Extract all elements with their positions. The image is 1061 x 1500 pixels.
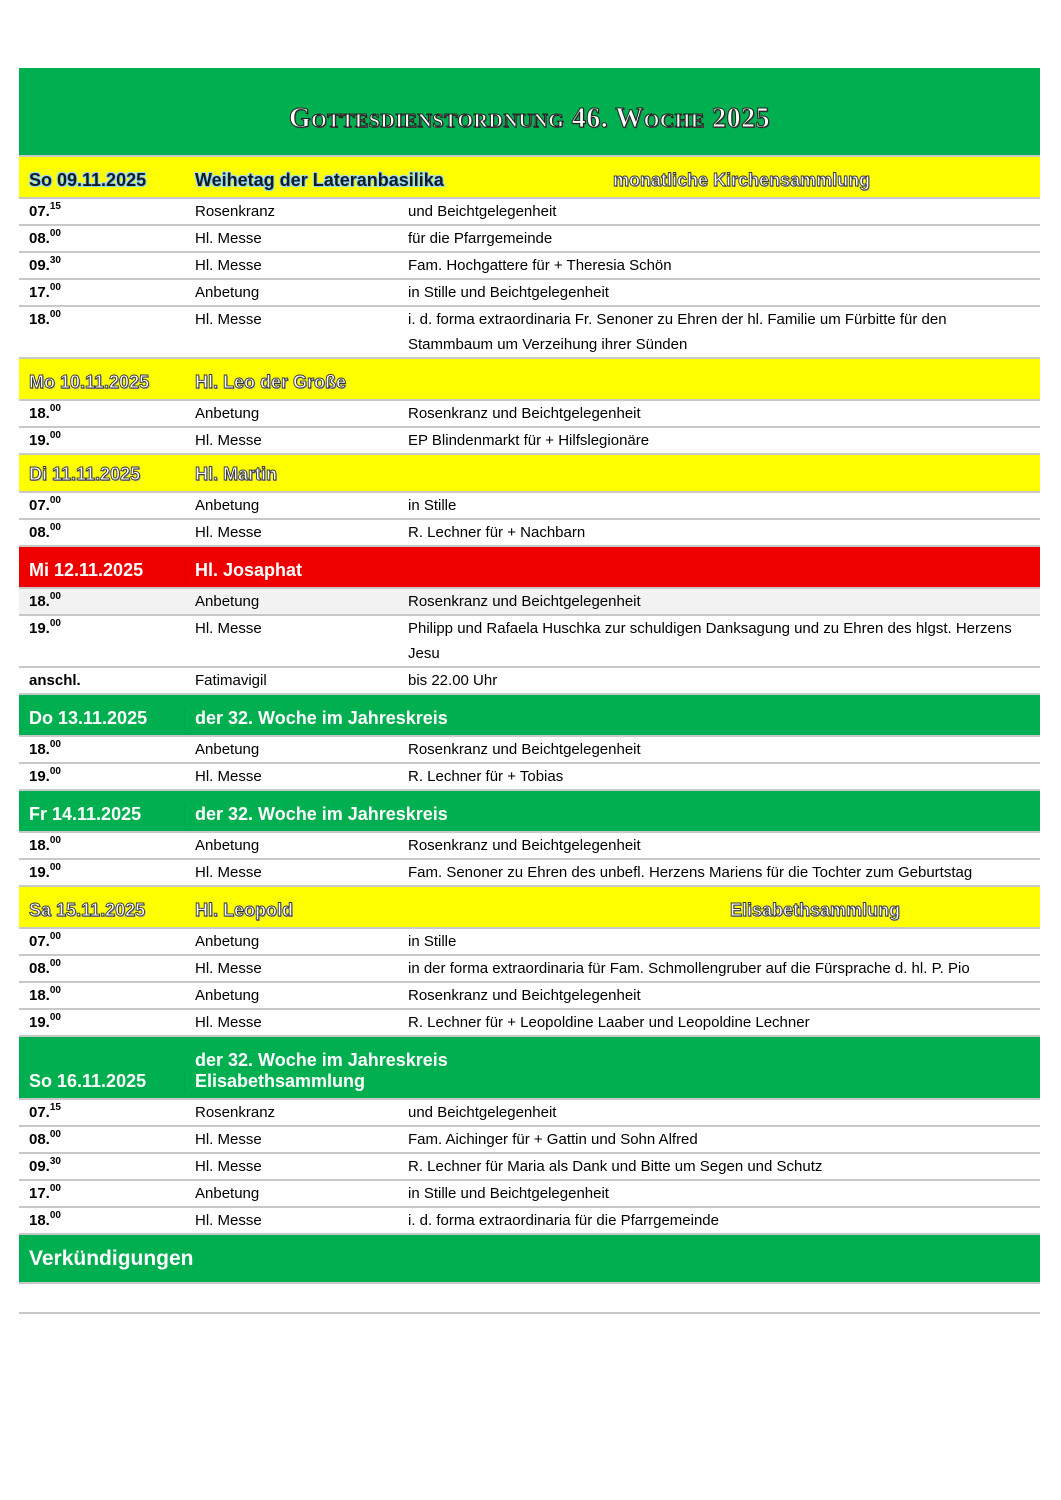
service-time-hour: 17. <box>29 284 50 301</box>
service-type: Anbetung <box>195 987 260 1004</box>
service-time-hour: 07. <box>29 933 50 950</box>
service-intention: in Stille und Beichtgelegenheit <box>408 1185 609 1202</box>
service-time-minutes: 00 <box>49 495 61 506</box>
day-header <box>19 455 1040 493</box>
day-feast: der 32. Woche im Jahreskreis <box>195 1050 448 1070</box>
service-type: Hl. Messe <box>195 960 262 977</box>
service-time <box>19 589 195 614</box>
title-bar <box>19 68 1040 157</box>
day-collection-note: monatliche Kirchensammlung <box>613 170 871 190</box>
service-time-hour: 08. <box>29 960 50 977</box>
service-time-minutes: 00 <box>49 835 61 846</box>
service-type: Anbetung <box>195 405 260 422</box>
service-intention: für die Pfarrgemeinde <box>408 230 553 247</box>
service-intention: Fam. Aichinger für + Gattin und Sohn Alfred <box>408 1131 698 1148</box>
day-feast: der 32. Woche im Jahreskreis <box>195 708 448 728</box>
service-time <box>19 1181 195 1206</box>
day-feast: Hl. Leo der Große <box>195 372 347 392</box>
service-time-minutes: 00 <box>49 591 61 602</box>
service-intention: R. Lechner für + Leopoldine Laaber und Leopoldine Lechner <box>408 1014 810 1031</box>
service-time-hour: 08. <box>29 1131 50 1148</box>
service-time <box>19 1154 195 1179</box>
service-type: Hl. Messe <box>195 257 262 274</box>
service-row <box>19 253 1040 280</box>
service-time-minutes: 15 <box>49 1102 61 1113</box>
service-time <box>19 280 195 305</box>
service-intention: Philipp und Rafaela Huschka zur schuldigen Danksagung und zu Ehren des hlgst. Herzens Jesu <box>408 620 1012 662</box>
service-type: Anbetung <box>195 284 260 301</box>
announcements-body <box>19 1284 1040 1314</box>
service-time <box>19 616 195 666</box>
service-time-hour: 19. <box>29 1014 50 1031</box>
service-time-hour: 08. <box>29 524 50 541</box>
announcements-header <box>19 1235 1040 1284</box>
service-row <box>19 616 1040 668</box>
day-date: Mi 12.11.2025 <box>29 560 144 580</box>
service-row <box>19 1010 1040 1037</box>
day-header <box>19 887 1040 929</box>
day-date: So 16.11.2025 <box>29 1071 147 1091</box>
service-type: Anbetung <box>195 933 260 950</box>
service-row <box>19 199 1040 226</box>
service-time <box>19 1208 195 1233</box>
service-time-hour: 17. <box>29 1185 50 1202</box>
service-time <box>19 737 195 762</box>
service-time-hour: 07. <box>29 1104 50 1121</box>
service-time-minutes: 00 <box>49 430 61 441</box>
service-time-minutes: 00 <box>49 403 61 414</box>
service-time <box>19 764 195 789</box>
day-header <box>19 1037 1040 1100</box>
service-row <box>19 226 1040 253</box>
service-time-hour: 18. <box>29 837 50 854</box>
service-row <box>19 493 1040 520</box>
service-time-minutes: 00 <box>49 618 61 629</box>
page-title: Gottesdienstordnung 46. Woche 2025 <box>288 102 771 134</box>
service-row <box>19 428 1040 455</box>
service-intention: Rosenkranz und Beichtgelegenheit <box>408 741 641 758</box>
service-time-minutes: 00 <box>49 739 61 750</box>
service-time-minutes: 30 <box>49 1156 61 1167</box>
service-row <box>19 520 1040 547</box>
service-time <box>19 307 195 357</box>
day-header <box>19 791 1040 833</box>
service-row <box>19 589 1040 616</box>
service-intention: i. d. forma extraordinaria Fr. Senoner zu Ehren der hl. Familie um Fürbitte für den Stammbaum um Verzeihung ihrer Sünden <box>408 311 947 353</box>
service-intention: Fam. Senoner zu Ehren des unbefl. Herzens Mariens für die Tochter zum Geburtstag <box>408 864 973 881</box>
service-intention: bis 22.00 Uhr <box>408 672 498 689</box>
day-header <box>19 547 1040 589</box>
day-date: Mo 10.11.2025 <box>29 372 150 392</box>
service-time <box>19 1010 195 1035</box>
service-time-hour: 18. <box>29 1212 50 1229</box>
service-intention: und Beichtgelegenheit <box>408 203 557 220</box>
service-time-hour: 18. <box>29 311 50 328</box>
service-time-hour: 19. <box>29 432 50 449</box>
service-intention: Rosenkranz und Beichtgelegenheit <box>408 987 641 1004</box>
service-type: Fatimavigil <box>195 672 267 689</box>
service-type: Hl. Messe <box>195 524 262 541</box>
service-row <box>19 668 1040 695</box>
service-time <box>19 983 195 1008</box>
service-time-minutes: 00 <box>49 1210 61 1221</box>
service-time-hour: 19. <box>29 620 50 637</box>
service-time <box>19 401 195 426</box>
service-time <box>19 668 195 693</box>
service-time-minutes: 00 <box>49 228 61 239</box>
service-row <box>19 737 1040 764</box>
service-type: Hl. Messe <box>195 230 262 247</box>
service-time-minutes: 00 <box>49 1183 61 1194</box>
service-row <box>19 1154 1040 1181</box>
service-type: Hl. Messe <box>195 1014 262 1031</box>
service-row <box>19 401 1040 428</box>
day-feast: Weihetag der Lateranbasilika <box>195 170 444 190</box>
service-intention: und Beichtgelegenheit <box>408 1104 557 1121</box>
service-intention: in der forma extraordinaria für Fam. Schmollengruber auf die Fürsprache d. hl. P. Pio <box>408 960 970 977</box>
service-time-minutes: 00 <box>49 931 61 942</box>
day-collection-note: Elisabethsammlung <box>730 900 901 920</box>
service-time-hour: 18. <box>29 593 50 610</box>
service-row <box>19 280 1040 307</box>
service-time-hour: 18. <box>29 987 50 1004</box>
service-time-minutes: 15 <box>49 201 61 212</box>
service-type: Anbetung <box>195 741 260 758</box>
service-time <box>19 199 195 224</box>
service-intention: Rosenkranz und Beichtgelegenheit <box>408 405 641 422</box>
service-time-hour: 09. <box>29 1158 50 1175</box>
service-type: Hl. Messe <box>195 311 262 328</box>
service-type: Hl. Messe <box>195 620 262 637</box>
day-date: So 09.11.2025 <box>29 170 147 190</box>
service-type: Anbetung <box>195 593 260 610</box>
service-row <box>19 833 1040 860</box>
service-type: Hl. Messe <box>195 1158 262 1175</box>
service-row <box>19 764 1040 791</box>
day-header <box>19 359 1040 401</box>
service-row <box>19 307 1040 359</box>
service-time-minutes: 00 <box>49 766 61 777</box>
service-time <box>19 860 195 885</box>
service-time <box>19 1127 195 1152</box>
service-time-hour: 19. <box>29 768 50 785</box>
service-row <box>19 956 1040 983</box>
day-feast: Hl. Leopold <box>195 900 293 920</box>
service-time-minutes: 00 <box>49 985 61 996</box>
service-intention: R. Lechner für Maria als Dank und Bitte um Segen und Schutz <box>408 1158 823 1175</box>
service-time-minutes: 00 <box>49 958 61 969</box>
service-row <box>19 1127 1040 1154</box>
service-row <box>19 1181 1040 1208</box>
service-type: Rosenkranz <box>195 1104 276 1121</box>
service-time-hour: 19. <box>29 864 50 881</box>
service-time-hour: 08. <box>29 230 50 247</box>
service-intention: Rosenkranz und Beichtgelegenheit <box>408 837 641 854</box>
service-row <box>19 1208 1040 1235</box>
day-feast: der 32. Woche im Jahreskreis <box>195 804 448 824</box>
service-time-minutes: 00 <box>49 282 61 293</box>
day-feast-secondary: Elisabethsammlung <box>195 1071 366 1091</box>
service-time <box>19 1100 195 1125</box>
service-time-hour: 07. <box>29 497 50 514</box>
service-row <box>19 1100 1040 1127</box>
service-time <box>19 493 195 518</box>
day-feast: Hl. Martin <box>195 464 278 484</box>
service-time <box>19 253 195 278</box>
day-date: Fr 14.11.2025 <box>29 804 142 824</box>
service-time-hour: anschl. <box>29 672 81 689</box>
service-time-minutes: 00 <box>49 862 61 873</box>
service-time <box>19 929 195 954</box>
service-intention: Rosenkranz und Beichtgelegenheit <box>408 593 641 610</box>
day-list <box>19 157 1040 1235</box>
service-row <box>19 929 1040 956</box>
service-row <box>19 983 1040 1010</box>
service-time-minutes: 00 <box>49 1129 61 1140</box>
announcements-title: Verkündigungen <box>29 1246 194 1270</box>
service-type: Hl. Messe <box>195 432 262 449</box>
service-intention: in Stille <box>408 497 457 514</box>
service-time-hour: 07. <box>29 203 50 220</box>
day-date: Di 11.11.2025 <box>29 464 141 484</box>
service-time <box>19 226 195 251</box>
day-feast: Hl. Josaphat <box>195 560 303 580</box>
service-intention: i. d. forma extraordinaria für die Pfarrgemeinde <box>408 1212 719 1229</box>
day-header <box>19 157 1040 199</box>
day-date: Sa 15.11.2025 <box>29 900 146 920</box>
service-intention: in Stille <box>408 933 457 950</box>
service-time-minutes: 00 <box>49 522 61 533</box>
service-row <box>19 860 1040 887</box>
service-type: Anbetung <box>195 837 260 854</box>
service-type: Anbetung <box>195 497 260 514</box>
service-type: Rosenkranz <box>195 203 276 220</box>
service-time <box>19 428 195 453</box>
service-intention: Fam. Hochgattere für + Theresia Schön <box>408 257 672 274</box>
service-intention: EP Blindenmarkt für + Hilfslegionäre <box>408 432 650 449</box>
service-type: Hl. Messe <box>195 768 262 785</box>
service-time-minutes: 00 <box>49 1012 61 1023</box>
day-date: Do 13.11.2025 <box>29 708 148 728</box>
service-type: Hl. Messe <box>195 1131 262 1148</box>
day-header <box>19 695 1040 737</box>
service-time-hour: 18. <box>29 741 50 758</box>
service-intention: R. Lechner für + Tobias <box>408 768 564 785</box>
service-time-hour: 18. <box>29 405 50 422</box>
service-type: Hl. Messe <box>195 1212 262 1229</box>
service-intention: in Stille und Beichtgelegenheit <box>408 284 609 301</box>
service-type: Hl. Messe <box>195 864 262 881</box>
service-time <box>19 956 195 981</box>
service-time <box>19 833 195 858</box>
service-time-minutes: 00 <box>49 309 61 320</box>
service-time <box>19 520 195 545</box>
service-time-minutes: 30 <box>49 255 61 266</box>
service-time-hour: 09. <box>29 257 50 274</box>
service-intention: R. Lechner für + Nachbarn <box>408 524 586 541</box>
schedule-sheet <box>19 68 1040 1314</box>
service-type: Anbetung <box>195 1185 260 1202</box>
